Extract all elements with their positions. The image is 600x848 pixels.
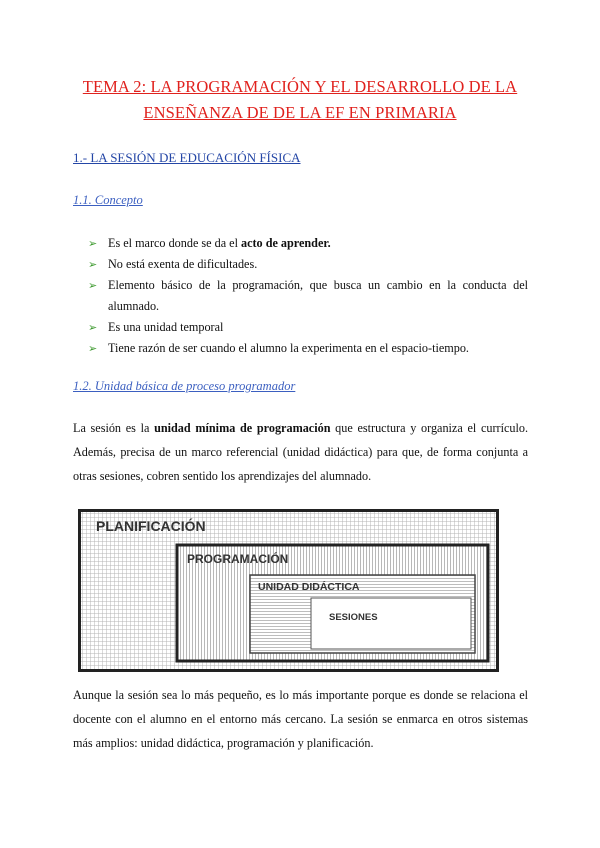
list-item: ➢ Es el marco donde se da el acto de aprender. — [88, 233, 528, 254]
title-line-2: ENSEÑANZA DE DE LA EF EN PRIMARIA — [143, 103, 457, 122]
list-item: ➢ No está exenta de dificultades. — [88, 254, 528, 275]
planificacion-label: PLANIFICACIÓN — [96, 518, 206, 534]
concept-bullet-list — [88, 233, 528, 359]
document-title — [40, 74, 560, 126]
list-item: ➢ Tiene razón de ser cuando el alumno la experimenta en el espacio-tiempo. — [88, 338, 528, 359]
nested-planning-diagram — [78, 509, 499, 672]
section-heading: 1.- LA SESIÓN DE EDUCACIÓN FÍSICA — [73, 150, 301, 165]
arrow-bullet-icon: ➢ — [88, 279, 98, 292]
list-item: ➢ Es una unidad temporal — [88, 317, 528, 338]
closing-paragraph: Aunque la sesión sea lo más pequeño, es lo más importante porque es donde se relaciona el docente con el alumno en el entorno más cercano. La sesión se enmarca en otros sistemas más amplios: unidad didáctica, programación y planificación. — [73, 688, 528, 750]
unidad-didactica-label: UNIDAD DIDÁCTICA — [258, 581, 360, 593]
title-line-1: TEMA 2: LA PROGRAMACIÓN Y EL DESARROLLO DE LA — [82, 77, 518, 96]
paragraph-unidad-minima: La sesión es la unidad mínima de programación que estructura y organiza el currículo. Además, precisa de un marco referencial (unidad didáctica) para que, de forma conjunta a otras sesiones, cobren sentido los aprendizajes del alumnado. — [73, 421, 528, 483]
subsection-heading-concepto: 1.1. Concepto — [73, 193, 143, 207]
arrow-bullet-icon: ➢ — [88, 258, 98, 271]
arrow-bullet-icon: ➢ — [88, 321, 98, 334]
programacion-label: PROGRAMACIÓN — [187, 552, 289, 566]
arrow-bullet-icon: ➢ — [88, 342, 98, 355]
sesiones-label: SESIONES — [329, 612, 378, 623]
subsection-heading-unidad-basica: 1.2. Unidad básica de proceso programador — [73, 379, 296, 393]
arrow-bullet-icon: ➢ — [88, 237, 98, 250]
list-item: ➢ Elemento básico de la programación, que busca un cambio en la conducta del alumnado. — [88, 275, 528, 317]
sesiones-box — [311, 598, 471, 649]
